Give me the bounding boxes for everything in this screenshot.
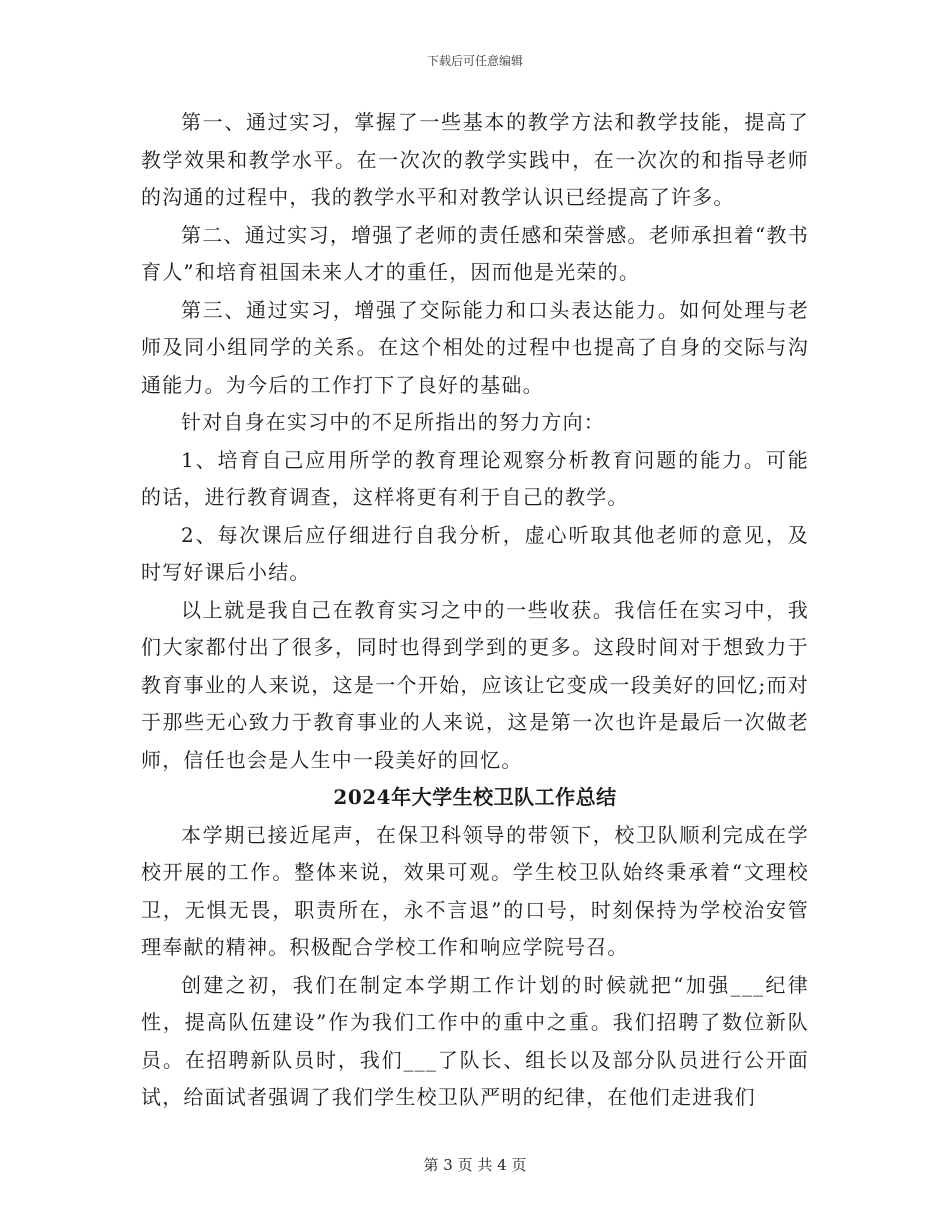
- paragraph: 第二、通过实习，增强了老师的责任感和荣誉感。老师承担着“教书育人”和培育祖国未来人才的重任，因而他是光荣的。: [141, 222, 809, 284]
- paragraph: 本学期已接近尾声，在保卫科领导的带领下，校卫队顺利完成在学校开展的工作。整体来说，效果可观。学生校卫队始终秉承着“文理校卫，无惧无畏，职责所在，永不言退”的口号，时刻保持为学校治安管理奉献的精神。积极配合学校工作和响应学院号召。: [141, 822, 809, 959]
- paragraph: 第三、通过实习，增强了交际能力和口头表达能力。如何处理与老师及同小组同学的关系。在这个相处的过程中也提高了自身的交际与沟通能力。为今后的工作打下了良好的基础。: [141, 297, 809, 397]
- list-item: 2、每次课后应仔细进行自我分析，虚心听取其他老师的意见，及时写好课后小结。: [141, 522, 809, 584]
- document-body: [141, 104, 809, 1117]
- paragraph: 针对自身在实习中的不足所指出的努力方向：: [181, 410, 605, 434]
- paragraph: 第一、通过实习，掌握了一些基本的教学方法和教学技能，提高了教学效果和教学水平。在一次次的教学实践中，在一次次的和指导老师的沟通的过程中，我的教学水平和对教学认识已经提高了许多。: [141, 110, 809, 209]
- paragraph: 以上就是我自己在教育实习之中的一些收获。我信任在实习中，我们大家都付出了很多，同时也得到学到的更多。这段时间对于想致力于教育事业的人来说，这是一个开始，应该让它变成一段美好的回忆;而对于那些无心致力于教育事业的人来说，这是第一次也许是最后一次做老师，信任也会是人生中一段美好的回忆。: [141, 597, 809, 772]
- page-header: 下载后可任意编辑: [426, 54, 523, 68]
- page-footer: 第 3 页 共 4 页: [423, 1156, 527, 1174]
- section-title: 2024年大学生校卫队工作总结: [333, 785, 617, 809]
- paragraph: 创建之初，我们在制定本学期工作计划的时候就把“加强___纪律性，提高队伍建设”作为我们工作中的重中之重。我们招聘了数位新队员。在招聘新队员时，我们___了队长、组长以及部分队员进行公开面试，给面试者强调了我们学生校卫队严明的纪律，在他们走进我们: [141, 972, 809, 1109]
- list-item: 1、培育自己应用所学的教育理论观察分析教育问题的能力。可能的话，进行教育调查，这样将更有利于自己的教学。: [141, 447, 809, 509]
